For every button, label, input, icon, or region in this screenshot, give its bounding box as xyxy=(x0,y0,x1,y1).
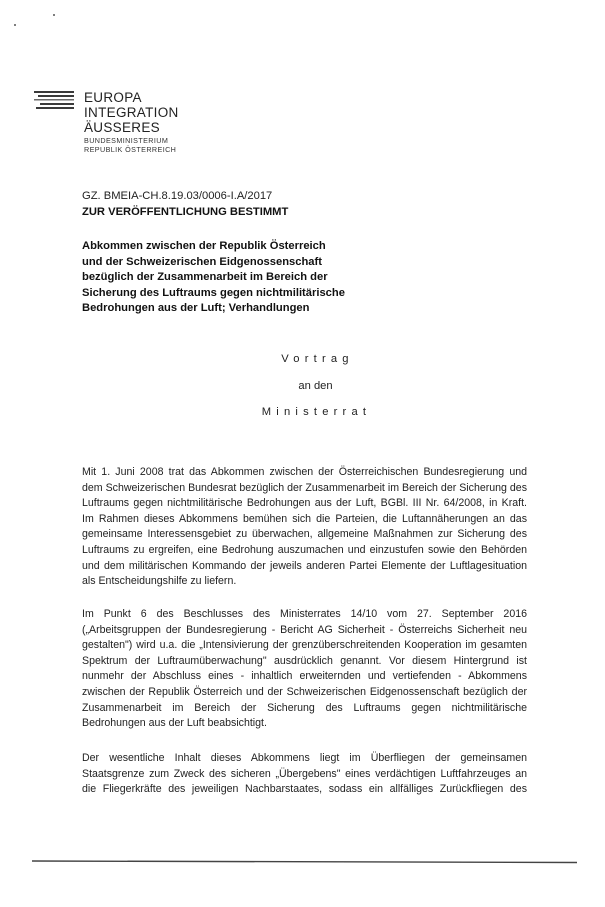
subject-line: Sicherung des Luftraums gegen nichtmilitärische xyxy=(82,286,345,299)
heading-an-den: an den xyxy=(298,380,333,392)
subject-line: Bedrohungen aus der Luft; Verhandlungen xyxy=(82,302,310,315)
text-line: zwischen der Republik Österreich und der Schweizerischen Eidgenossenschaft bezüglich der xyxy=(82,685,527,698)
logo-subline-ministry: BUNDESMINISTERIUM xyxy=(84,136,169,145)
text-line: und dem militärischen Kommando der jeweils anderen Partei Elemente der Luftlagesituation xyxy=(82,559,527,572)
logo-stripes-icon xyxy=(34,90,76,112)
text-line: Spektrum der Luftraumüberwachung" ausdrücklich genannt. Vor diesem Hintergrund ist xyxy=(82,654,527,667)
text-line: Mit 1. Juni 2008 trat das Abkommen zwischen der Österreichischen Bundesregierung und xyxy=(82,466,527,478)
subject-line: bezüglich der Zusammenarbeit im Bereich der xyxy=(82,271,328,284)
text-line: Zusammenarbeit im Bereich der Sicherung des Luftraums gegen nichtmilitärische xyxy=(82,701,527,714)
publication-note: ZUR VERÖFFENTLICHUNG BESTIMMT xyxy=(82,206,289,218)
text-line: die Fliegerkräfte des jeweiligen Nachbarstaates, sodass ein allfälliges Zurückfliegen des xyxy=(82,783,527,796)
paragraph-1 xyxy=(82,465,527,590)
heading-ministerrat: Ministerrat xyxy=(261,406,372,418)
logo-line-integration: INTEGRATION xyxy=(84,105,179,120)
paragraph-3 xyxy=(82,751,527,798)
text-line: Luftraums gegen nichtmilitärische Bedrohungen aus der Luft, BGBl. III Nr. 64/2008, in Kraft. xyxy=(82,497,527,510)
text-line: nunmehr der Abschluss eines - inhaltlich erweiternden und vertiefenden - Abkommens xyxy=(82,670,527,683)
subject-line: Abkommen zwischen der Republik Österreich xyxy=(82,240,326,252)
text-line: Luftraums zu ergreifen, eine Bedrohung auszumachen und einzustufen sowie den Behörden xyxy=(82,543,527,556)
heading-vortrag: Vortrag xyxy=(281,353,354,365)
text-line: Der wesentliche Inhalt dieses Abkommens liegt im Überfliegen der gemeinsamen xyxy=(82,752,527,764)
logo-line-europa: EUROPA xyxy=(84,90,142,105)
subject-block xyxy=(82,239,382,317)
text-line: dem Schweizerischen Bundesrat bezüglich der Zusammenarbeit im Bereich der Sicherung des xyxy=(82,481,527,494)
text-line: als Entscheidungshilfe zu liefern. xyxy=(82,575,237,588)
logo-line-aeusseres: ÄUSSERES xyxy=(84,120,160,135)
text-line: Im Rahmen dieses Abkommens bemühen sich die Parteien, die Luftannäherungen an das xyxy=(82,512,527,525)
text-line: gemeinsame Interessensgebiet zu überwachen, allgemeine Maßnahmen zur Sicherung des xyxy=(82,528,527,541)
paragraph-2 xyxy=(82,607,527,732)
text-line: gestalten") wird u.a. die „Intensivierung der grenzüberschreitenden Kooperation im gesamten xyxy=(82,639,527,652)
text-line: Im Punkt 6 des Beschlusses des Ministerrates 14/10 vom 27. September 2016 xyxy=(82,608,527,620)
footer-rule xyxy=(32,860,577,864)
subject-line: und der Schweizerischen Eidgenossenschaft xyxy=(82,255,322,268)
text-line: Bedrohungen aus der Luft beabsichtigt. xyxy=(82,717,267,730)
text-line: Staatsgrenze zum Zweck des sicheren „Übergebens" eines verdächtigen Luftfahrzeuges an xyxy=(82,767,527,780)
logo-subline-republic: REPUBLIK ÖSTERREICH xyxy=(84,145,177,154)
reference-number: GZ. BMEIA-CH.8.19.03/0006-I.A/2017 xyxy=(82,190,273,202)
text-line: („Arbeitsgruppen der Bundesregierung - Bericht AG Sicherheit - Österreichs Sicherheit neu xyxy=(82,623,527,636)
